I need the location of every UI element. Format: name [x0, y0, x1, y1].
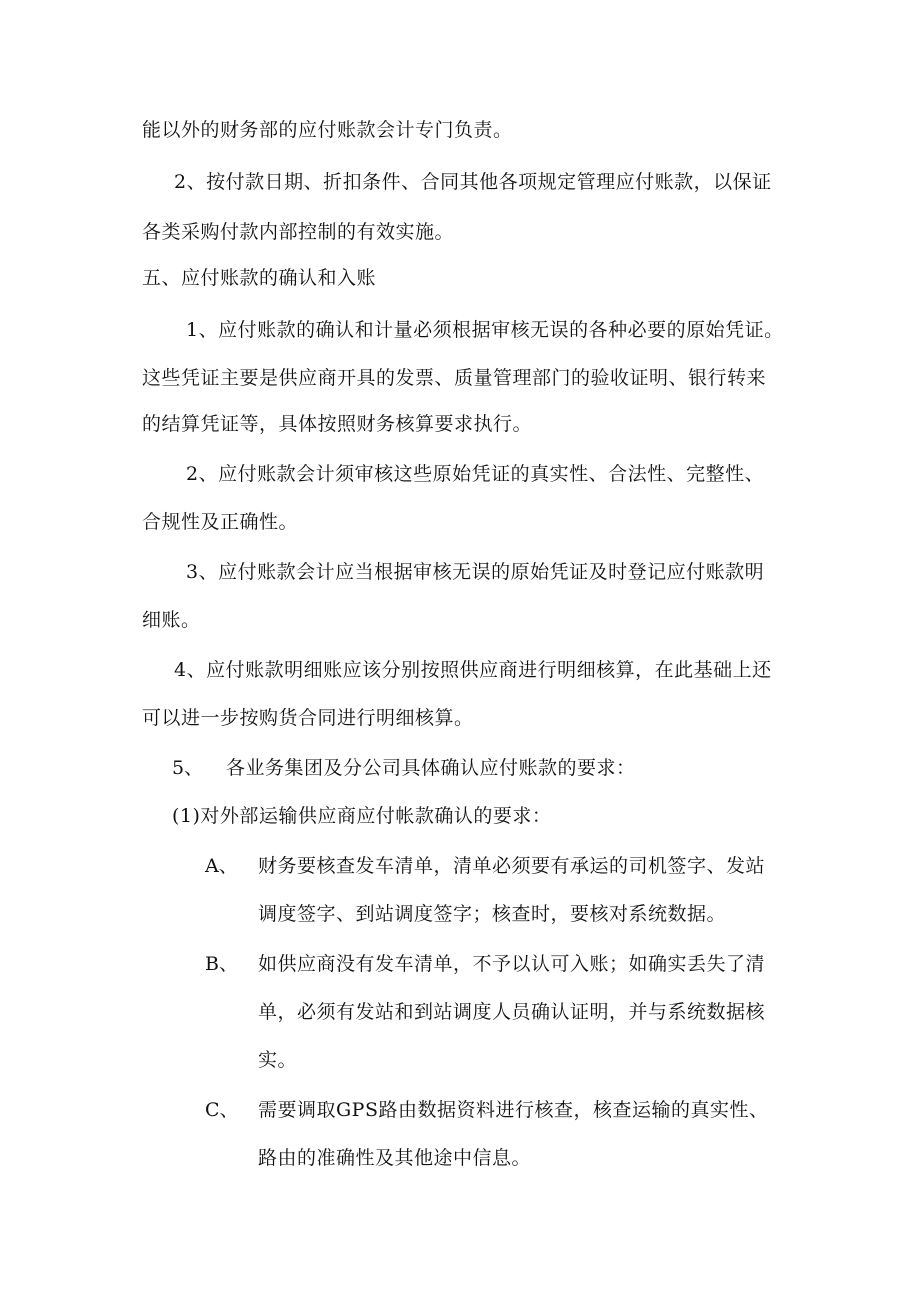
item-5-number: 5、 — [172, 757, 204, 779]
subsection-1-heading: (1)对外部运输供应商应付帐款确认的要求： — [172, 805, 552, 827]
item-3-line-1: 3、应付账款会计应当根据审核无误的原始凭证及时登记应付账款明 — [186, 561, 765, 583]
item-3-line-2: 细账。 — [142, 609, 201, 631]
sub-item-b-label: B、 — [205, 953, 238, 975]
sub-item-c-label: C、 — [205, 1099, 239, 1121]
sub-item-b-line-2: 单，必须有发站和到站调度人员确认证明，并与系统数据核 — [258, 1001, 766, 1023]
item-2-line-1: 2、应付账款会计须审核这些原始凭证的真实性、合法性、完整性、 — [186, 463, 765, 485]
sub-item-c-line-2: 路由的准确性及其他途中信息。 — [258, 1147, 532, 1169]
sub-item-a-line-2: 调度签字、到站调度签字；核查时，要核对系统数据。 — [258, 903, 727, 925]
item-2-line-2: 合规性及正确性。 — [142, 511, 299, 533]
sub-item-c-line-1: 需要调取GPS路由数据资料进行核查，核查运输的真实性、 — [258, 1099, 769, 1121]
paragraph-2-line-1: 2、按付款日期、折扣条件、合同其他各项规定管理应付账款，以保证 — [174, 171, 772, 193]
item-1-line-2: 这些凭证主要是供应商开具的发票、质量管理部门的验收证明、银行转来 — [142, 367, 767, 389]
sub-item-b-line-1: 如供应商没有发车清单，不予以认可入账；如确实丢失了清 — [258, 953, 766, 975]
item-4-line-2: 可以进一步按购货合同进行明细核算。 — [142, 707, 474, 729]
item-4-line-1: 4、应付账款明细账应该分别按照供应商进行明细核算，在此基础上还 — [174, 659, 772, 681]
section-5-heading: 五、应付账款的确认和入账 — [142, 267, 377, 289]
paragraph-2-line-2: 各类采购付款内部控制的有效实施。 — [142, 221, 455, 243]
item-1-line-3: 的结算凭证等，具体按照财务核算要求执行。 — [142, 413, 533, 435]
item-1-line-1: 1、应付账款的确认和计量必须根据审核无误的各种必要的原始凭证。 — [186, 319, 784, 341]
sub-item-a-line-1: 财务要核查发车清单，清单必须要有承运的司机签字、发站 — [258, 855, 766, 877]
item-5-text: 各业务集团及分公司具体确认应付账款的要求： — [226, 757, 636, 779]
paragraph-intro-tail: 能以外的财务部的应付账款会计专门负责。 — [142, 119, 513, 141]
sub-item-b-line-3: 实。 — [258, 1049, 298, 1071]
sub-item-a-label: A、 — [205, 855, 238, 877]
